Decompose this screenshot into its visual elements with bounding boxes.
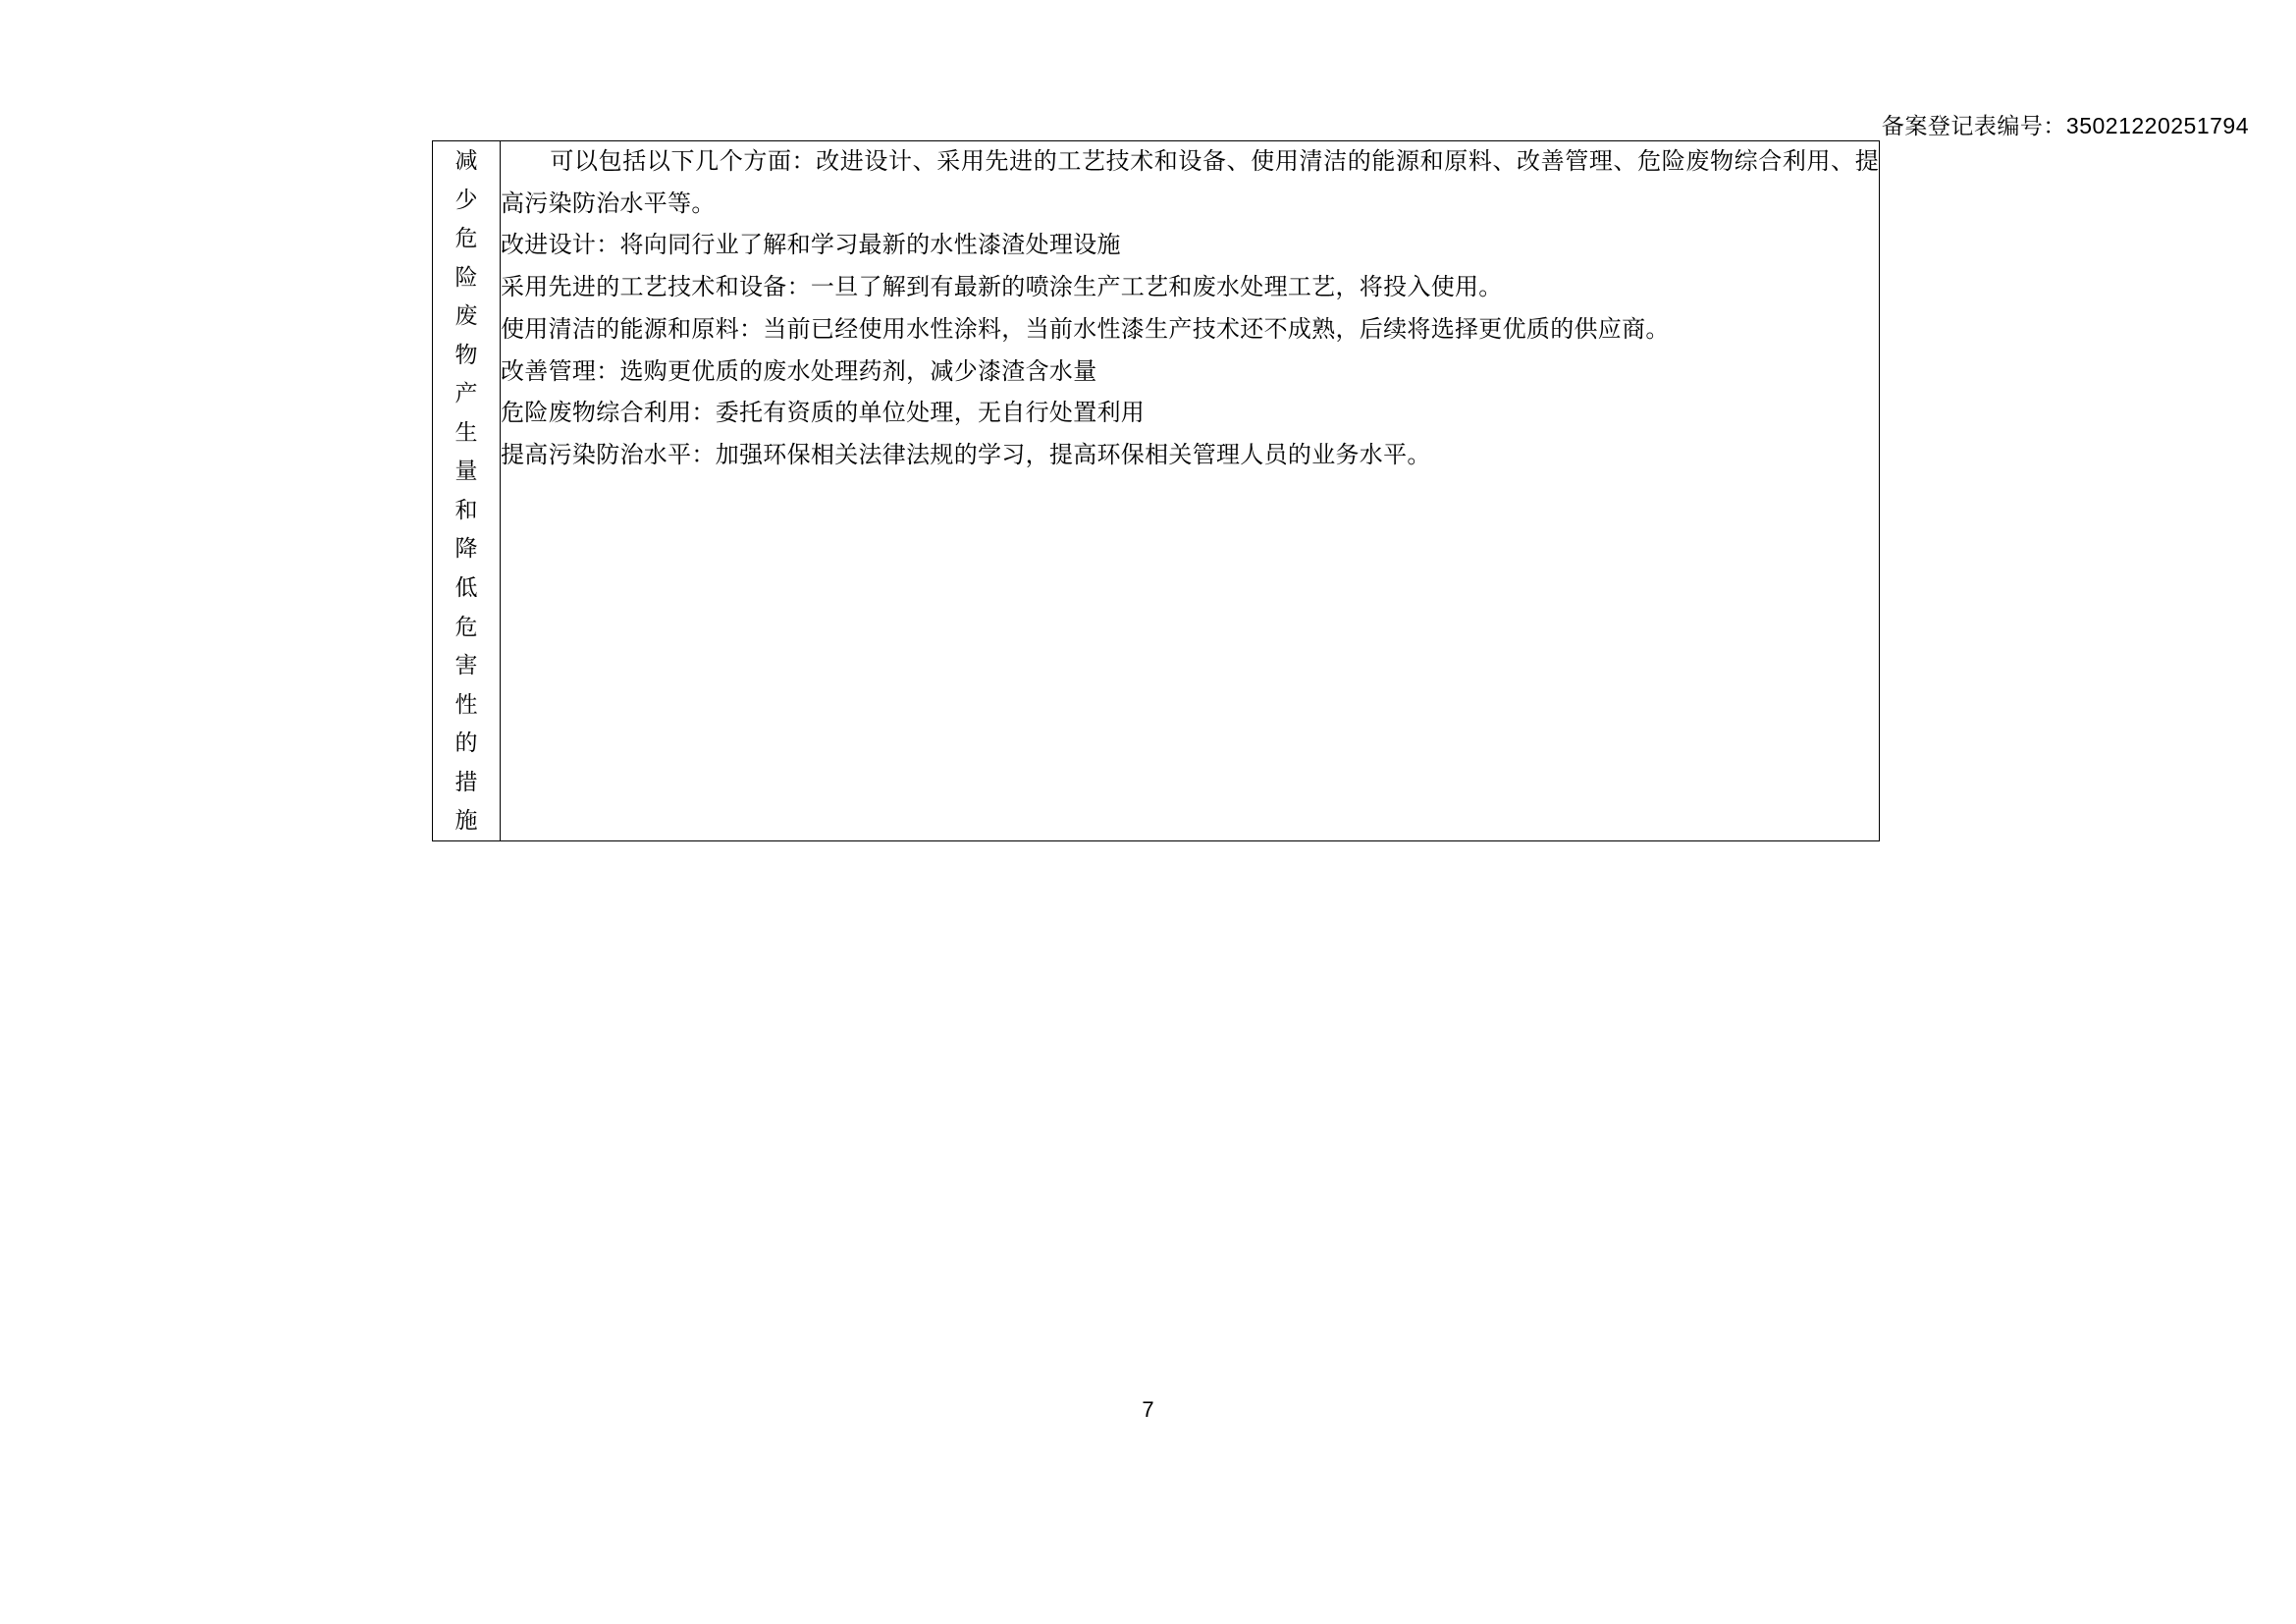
row-label-text: 减少危险废物产生量和降低危害性的措施 (454, 147, 478, 834)
row-content-cell (501, 141, 1880, 841)
content-paragraph: 提高污染防治水平：加强环保相关法律法规的学习，提高环保相关管理人员的业务水平。 (501, 442, 1431, 469)
content-paragraph: 使用清洁的能源和原料：当前已经使用水性涂料，当前水性漆生产技术还不成熟，后续将选择更优质的供应商。 (501, 315, 1670, 343)
table-row (433, 141, 1880, 841)
content-paragraph: 改善管理：选购更优质的废水处理药剂，减少漆渣含水量 (501, 357, 1097, 385)
registration-number-header: 备案登记表编号：35021220251794 (1881, 113, 2249, 138)
measures-table (432, 140, 1880, 841)
row-label-cell (433, 141, 501, 841)
content-paragraph: 危险废物综合利用：委托有资质的单位处理，无自行处置利用 (501, 400, 1146, 427)
content-paragraph: 改进设计：将向同行业了解和学习最新的水性漆渣处理设施 (501, 232, 1121, 259)
content-paragraph: 采用先进的工艺技术和设备：一旦了解到有最新的喷涂生产工艺和废水处理工艺，将投入使用。 (501, 274, 1503, 301)
content-paragraph: 可以包括以下几个方面：改进设计、采用先进的工艺技术和设备、使用清洁的能源和原料、改善管理、危险废物综合利用、提高污染防治水平等。 (501, 148, 1879, 217)
page-number: 7 (1142, 1397, 1154, 1422)
